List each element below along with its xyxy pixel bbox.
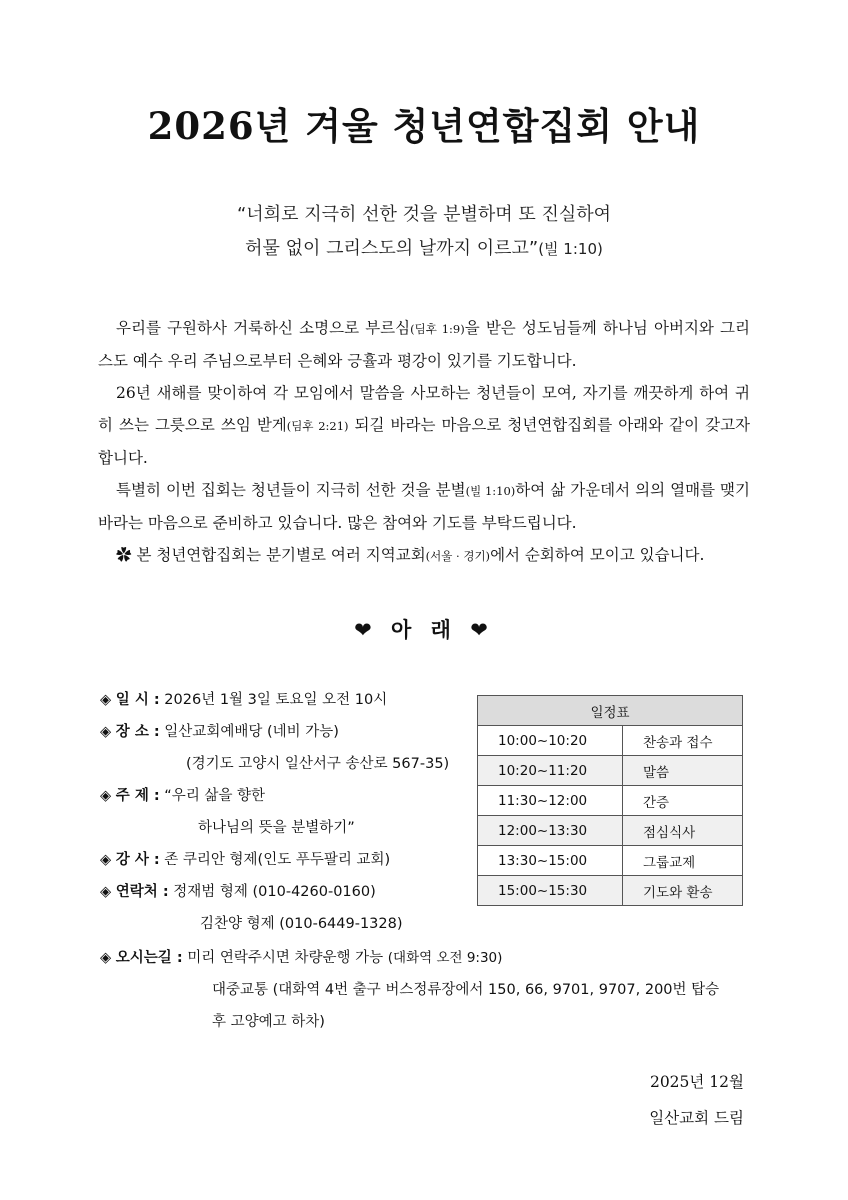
place-value: 일산교회예배당 (네비 가능): [164, 724, 339, 740]
directions-label: 오시는길 :: [115, 950, 183, 966]
directions: [100, 942, 750, 1038]
paragraph-3-reference: (빌 1:10): [465, 484, 516, 498]
schedule-time: 10:00~10:20: [478, 726, 623, 756]
schedule-table: [477, 695, 743, 906]
speaker-label: 강 사 :: [115, 852, 160, 868]
schedule-header: 일정표: [478, 696, 743, 726]
paragraph-1: [98, 312, 750, 377]
date-label: 일 시 :: [115, 692, 160, 708]
contact-1: 정재범 형제 (010-4260-0160): [173, 884, 376, 900]
signature: 일산교회 드림: [649, 1109, 744, 1127]
place-label: 장 소 :: [115, 724, 160, 740]
schedule-time: 11:30~12:00: [478, 786, 623, 816]
table-row: [478, 846, 743, 876]
schedule-time: 13:30~15:00: [478, 846, 623, 876]
paragraph-2-text-a: 26년 새해를 맞이하여 각 모임에서 말씀을 사모하는 청년들이 모여, 자기를 깨끗하게 하여 귀히 쓰는 그릇으로 쓰임 받게: [98, 384, 750, 434]
table-row: [478, 756, 743, 786]
table-row: [478, 786, 743, 816]
theme-row: [100, 780, 480, 812]
theme-line-2: 하나님의 뜻을 분별하기”: [198, 820, 355, 836]
place-row: [100, 716, 480, 748]
paragraph-1-text-b: 을 받은 성도님들께 하나님 아버지와 그리스도 예수 우리 주님으로부터 은혜와 긍휼과 평강이 있기를 기도합니다.: [98, 319, 750, 370]
directions-public-transit-end: 후 고양예고 하차): [212, 1014, 325, 1030]
table-row: [478, 726, 743, 756]
schedule-activity: 점심식사: [623, 816, 743, 846]
directions-public-transit: 대중교통 (대화역 4번 출구 버스정류장에서 150, 66, 9701, 9707, 200번 탑승: [212, 982, 720, 998]
verse-line-2-text: 허물 없이 그리스도의 날까지 이르고”: [245, 238, 539, 259]
directions-row: [100, 942, 750, 974]
place-address: (경기도 고양시 일산서구 송산로 567-35): [186, 756, 450, 772]
diamond-bullet-icon: ◈: [100, 692, 112, 708]
page-title: 2026년 겨울 청년연합집회 안내: [147, 104, 701, 148]
verse-reference: (빌 1:10): [538, 240, 603, 258]
paragraph-3-text-b: 하여 삶 가운데서 의의 열매를 맺기 바라는 마음으로 준비하고 있습니다. 많은 참여와 기도를 부탁드립니다.: [98, 481, 750, 532]
schedule-activity: 그룹교제: [623, 846, 743, 876]
directions-car-time: (대화역 오전 9:30): [387, 950, 503, 966]
paragraph-2: [98, 377, 750, 474]
contact-label: 연락처 :: [115, 884, 169, 900]
greeting-body: [98, 312, 750, 572]
diamond-bullet-icon: ◈: [100, 852, 112, 868]
diamond-bullet-icon: ◈: [100, 788, 112, 804]
speaker-value: 존 쿠리안 형제(인도 푸두팔리 교회): [164, 852, 391, 868]
schedule-time: 15:00~15:30: [478, 876, 623, 906]
verse-line-2: [0, 232, 848, 266]
diamond-bullet-icon: ◈: [100, 724, 112, 740]
schedule-activity: 기도와 환송: [623, 876, 743, 906]
diamond-bullet-icon: ◈: [100, 884, 112, 900]
note-reference: (서울 · 경기): [425, 549, 491, 563]
date-value: 2026년 1월 3일 토요일 오전 10시: [164, 692, 388, 708]
section-heading: ❤ 아 래 ❤: [354, 618, 494, 642]
note-text-a: 본 청년연합집회는 분기별로 여러 지역교회: [131, 546, 426, 564]
contact-2: 김찬양 형제 (010-6449-1328): [200, 916, 403, 932]
table-row: [478, 816, 743, 846]
flower-icon: ✿: [116, 546, 132, 564]
contact-row: [100, 876, 480, 908]
theme-label: 주 제 :: [115, 788, 160, 804]
directions-car: 미리 연락주시면 차량운행 가능: [187, 950, 388, 966]
schedule-activity: 간증: [623, 786, 743, 816]
paragraph-2-text-b: 되길 바라는 마음으로 청년연합집회를 아래와 같이 갖고자 합니다.: [98, 416, 751, 467]
paragraph-3-text-a: 특별히 이번 집회는 청년들이 지극히 선한 것을 분별: [116, 481, 466, 499]
verse-line-1: “너희로 지극히 선한 것을 분별하며 또 진실하여: [236, 204, 612, 225]
bible-verse: [0, 198, 848, 266]
paragraph-3: [98, 474, 750, 539]
schedule-activity: 말씀: [623, 756, 743, 786]
event-details: [100, 684, 480, 940]
theme-line-1: “우리 삶을 향한: [164, 788, 266, 804]
schedule-time: 12:00~13:30: [478, 816, 623, 846]
paragraph-2-reference: (딤후 2:21): [286, 419, 349, 433]
paragraph-1-reference: (딤후 1:9): [410, 322, 465, 336]
issue-date: 2025년 12월: [649, 1073, 744, 1091]
schedule-activity: 찬송과 접수: [623, 726, 743, 756]
circulation-note: [98, 539, 750, 572]
schedule-time: 10:20~11:20: [478, 756, 623, 786]
speaker-row: [100, 844, 480, 876]
date-row: [100, 684, 480, 716]
diamond-bullet-icon: ◈: [100, 950, 112, 966]
table-row: [478, 876, 743, 906]
note-text-b: 에서 순회하여 모이고 있습니다.: [490, 546, 705, 564]
paragraph-1-text-a: 우리를 구원하사 거룩하신 소명으로 부르심: [116, 319, 411, 337]
